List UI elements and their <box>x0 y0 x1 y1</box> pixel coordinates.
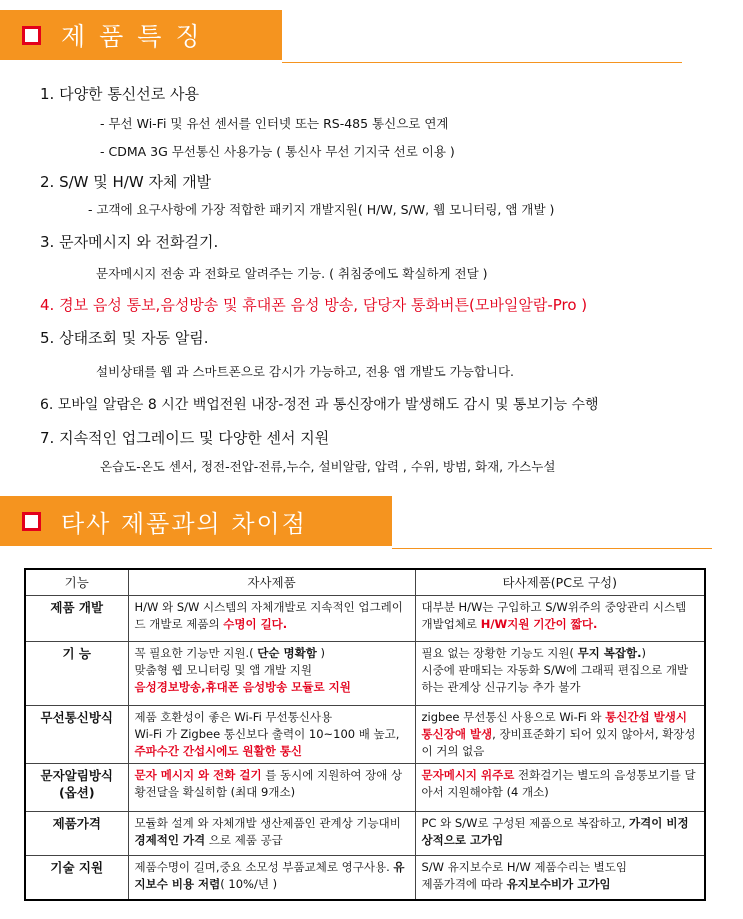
feature-2-sub-1: - 고객에 요구사항에 가장 적합한 패키지 개발지원( H/W, S/W, 웹 모니터링, 앱 개발 ) <box>88 202 555 217</box>
section2-rule <box>392 548 712 549</box>
square-bullet-icon <box>22 26 41 45</box>
table-row <box>25 856 705 900</box>
feature-7-sub-1: 온습도-온도 센서, 정전-전압-전류,누수, 설비알람, 압력 , 수위, 방범, 화재, 가스누설 <box>100 459 556 474</box>
header-other-product: 타사제품(PC로 구성) <box>415 569 705 596</box>
other-product-cell: PC 와 S/W로 구성된 제품으로 복잡하고, 가격이 비정상적으로 고가임 <box>415 812 705 856</box>
row-label: 무선통신방식 <box>25 706 128 764</box>
table-row <box>25 596 705 642</box>
own-product-cell: 모듈화 설계 와 자체개발 생산제품인 관계상 기능대비 경제적인 가격 으로 제품 공급 <box>128 812 415 856</box>
header-own-product: 자사제품 <box>128 569 415 596</box>
other-product-cell: 대부분 H/W는 구입하고 S/W위주의 중앙관리 시스템 개발업체로 H/W지원 기간이 짧다. <box>415 596 705 642</box>
feature-3: 3. 문자메시지 와 전화걸기. <box>40 233 219 251</box>
own-product-cell: H/W 와 S/W 시스템의 자체개발로 지속적인 업그레이드 개발로 제품의 수명이 길다. <box>128 596 415 642</box>
own-product-cell: 제품 호환성이 좋은 Wi-Fi 무선통신사용 Wi-Fi 가 Zigbee 통신보다 출력이 10~100 배 높고, 주파수간 간섭시에도 원활한 통신 <box>128 706 415 764</box>
square-bullet-icon <box>22 512 41 531</box>
other-product-cell: zigbee 무선통신 사용으로 Wi-Fi 와 통신간섭 발생시 통신장애 발생, 장비표준화기 되어 있지 않아서, 확장성이 거의 없음 <box>415 706 705 764</box>
section2-title: 타사 제품과의 차이점 <box>61 509 307 538</box>
own-product-cell: 문자 메시지 와 전화 걸기 를 동시에 지원하여 장애 상황전달을 확실히함 (최대 9개소) <box>128 764 415 812</box>
feature-6: 6. 모바일 알람은 8 시간 백업전원 내장-정전 과 통신장애가 발생해도 감시 및 통보기능 수행 <box>40 397 599 413</box>
feature-1-sub-1: - 무선 Wi-Fi 및 유선 센서를 인터넷 또는 RS-485 통신으로 연계 <box>100 116 449 131</box>
table-row <box>25 706 705 764</box>
row-label: 제품가격 <box>25 812 128 856</box>
row-label: 제품 개발 <box>25 596 128 642</box>
feature-5-sub-1: 설비상태를 웹 과 스마트폰으로 감시가 가능하고, 전용 앱 개발도 가능합니다. <box>96 364 515 379</box>
feature-3-sub-1: 문자메시지 전송 과 전화로 알려주는 기능. ( 취침중에도 확실하게 전달 ) <box>96 266 488 281</box>
row-label: 기 능 <box>25 642 128 706</box>
table-row <box>25 642 705 706</box>
feature-4: 4. 경보 음성 통보,음성방송 및 휴대폰 음성 방송, 담당자 통화버튼(모바일알람-Pro ) <box>40 296 588 314</box>
section2-header <box>0 496 392 546</box>
row-label: 문자알림방식 (옵션) <box>25 764 128 812</box>
table-header-row <box>25 569 705 596</box>
header-feature: 기능 <box>25 569 128 596</box>
other-product-cell: S/W 유지보수로 H/W 제품수리는 별도임 제품가격에 따라 유지보수비가 고가임 <box>415 856 705 900</box>
own-product-cell: 제품수명이 길며,중요 소모성 부품교체로 영구사용. 유지보수 비용 저렴( 10%/년 ) <box>128 856 415 900</box>
section1-header <box>0 10 282 60</box>
other-product-cell: 문자메시지 위주로 전화걸기는 별도의 음성통보기를 달아서 지원해야함 (4 개소) <box>415 764 705 812</box>
feature-1: 1. 다양한 통신선로 사용 <box>40 85 200 103</box>
section1-title: 제품특징 <box>61 22 214 51</box>
other-product-cell: 필요 없는 장황한 기능도 지원( 무지 복잡함.) 시중에 판매되는 자동화 S/W에 그래픽 편집으로 개발하는 관계상 신규기능 추가 불가 <box>415 642 705 706</box>
comparison-table <box>24 568 706 901</box>
table-row <box>25 812 705 856</box>
own-product-cell: 꼭 필요한 기능만 지원.( 단순 명확함 ) 맞춤형 웹 모니터링 및 앱 개발 지원 음성경보방송,휴대폰 음성방송 모듈로 지원 <box>128 642 415 706</box>
row-label: 기술 지원 <box>25 856 128 900</box>
feature-7: 7. 지속적인 업그레이드 및 다양한 센서 지원 <box>40 429 330 447</box>
feature-5: 5. 상태조회 및 자동 알림. <box>40 329 209 347</box>
feature-1-sub-2: - CDMA 3G 무선통신 사용가능 ( 통신사 무선 기지국 선로 이용 ) <box>100 144 455 159</box>
feature-2: 2. S/W 및 H/W 자체 개발 <box>40 173 212 191</box>
section1-rule <box>282 62 682 63</box>
table-row <box>25 764 705 812</box>
